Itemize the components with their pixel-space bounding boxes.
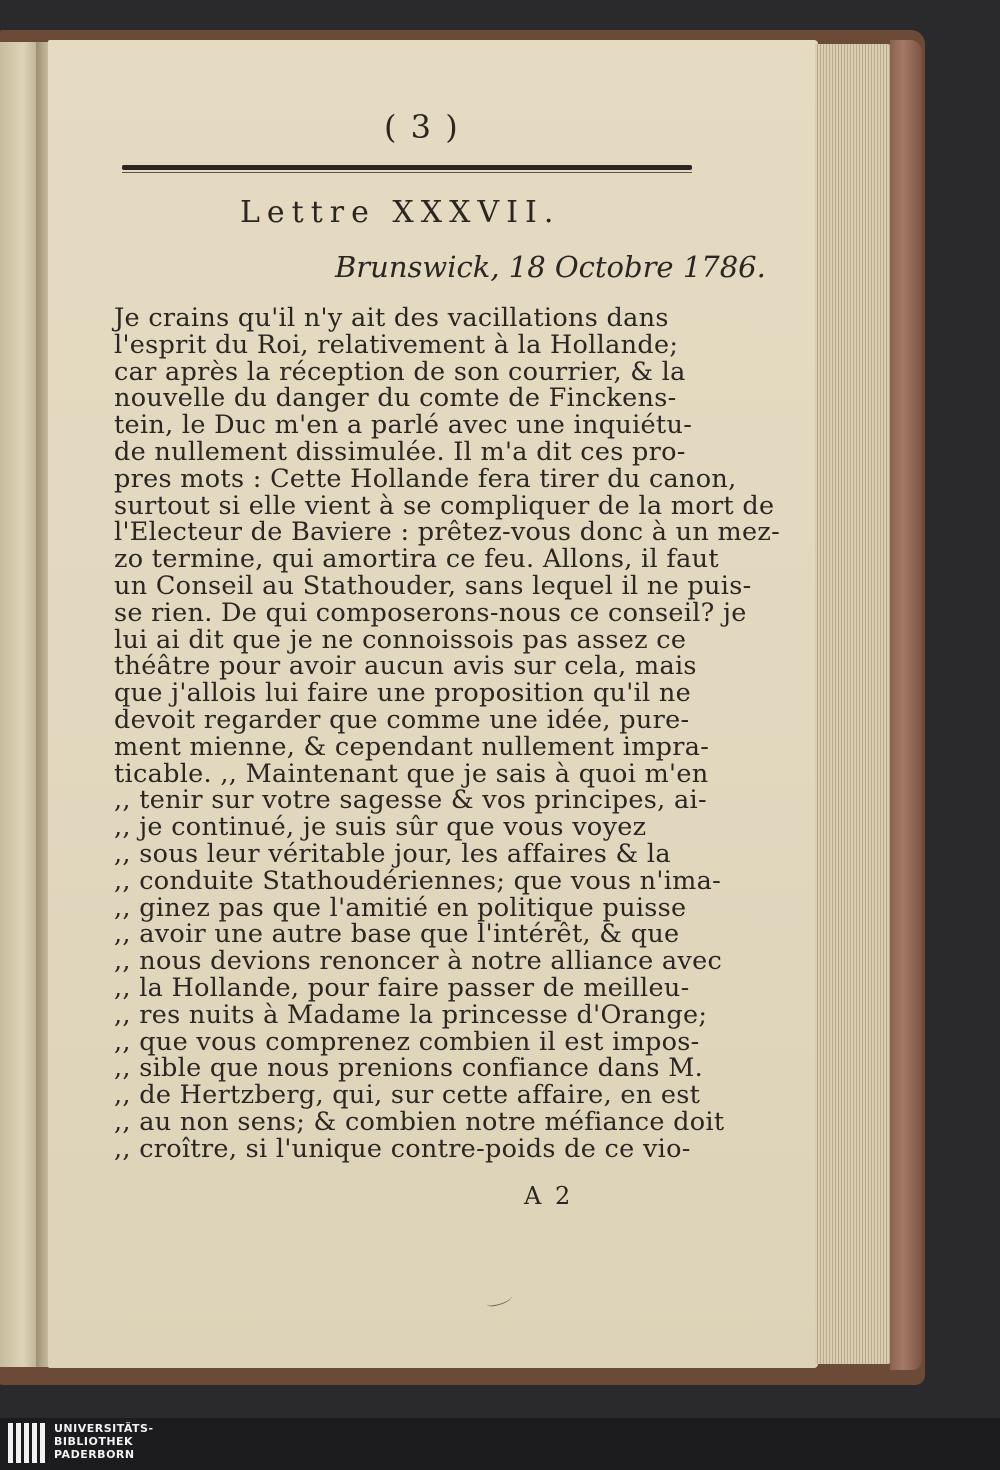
body-line: tein, le Duc m'en a parlé avec une inquiétu- <box>114 410 693 441</box>
dateline: Brunswick, 18 Octobre 1786. <box>335 250 766 284</box>
body-line: ,, sible que nous prenions confiance dans M. <box>114 1053 704 1084</box>
library-logo-text <box>54 1422 154 1461</box>
page-fore-edge <box>815 44 893 1364</box>
body-line: théâtre pour avoir aucun avis sur cela, mais <box>114 651 697 682</box>
header-rule <box>122 165 692 170</box>
logo-line-3: PADERBORN <box>54 1448 135 1461</box>
logo-line-2: BIBLIOTHEK <box>54 1435 134 1448</box>
body-line: que j'allois lui faire une proposition qu'il ne <box>114 678 691 709</box>
body-line: l'esprit du Roi, relativement à la Hollande; <box>114 329 679 360</box>
body-line: ment mienne, & cependant nullement impra- <box>114 731 710 762</box>
body-line: car après la réception de son courrier, & la <box>114 356 686 387</box>
body-line: ,, sous leur véritable jour, les affaires & la <box>114 839 671 869</box>
body-line: ,, croître, si l'unique contre-poids de ce vio- <box>114 1133 691 1164</box>
body-line: Je crains qu'il n'y ait des vacillations dans <box>114 303 669 333</box>
logo-line-1: UNIVERSITÄTS- <box>54 1422 154 1435</box>
body-line: se rien. De qui composerons-nous ce conseil? je <box>114 597 747 628</box>
body-line: ,, je continué, je suis sûr que vous voyez <box>114 812 647 843</box>
body-line: nouvelle du danger du comte de Finckens- <box>114 383 677 414</box>
body-line: l'Electeur de Baviere : prêtez-vous donc à un mez- <box>114 517 780 548</box>
body-line: surtout si elle vient à se compliquer de la mort de <box>114 490 775 521</box>
body-line: ticable. ,, Maintenant que je sais à quoi m'en <box>114 758 709 789</box>
body-line: un Conseil au Stathouder, sans lequel il ne puis- <box>114 571 752 601</box>
body-line: ,, ginez pas que l'amitié en politique puisse <box>114 892 687 923</box>
body-line: pres mots : Cette Hollande fera tirer du canon, <box>114 463 737 494</box>
body-line: ,, que vous comprenez combien il est impos- <box>114 1026 700 1057</box>
body-line: ,, res nuits à Madame la princesse d'Orange; <box>114 999 708 1030</box>
body-line: ,, la Hollande, pour faire passer de meilleu- <box>114 973 690 1003</box>
body-line: zo termine, qui amortira ce feu. Allons, il faut <box>114 544 719 575</box>
body-line: ,, tenir sur votre sagesse & vos principes, ai- <box>114 785 707 816</box>
body-line: ,, nous devions renoncer à notre alliance avec <box>114 946 723 977</box>
signature-mark: A 2 <box>524 1182 574 1210</box>
library-barcode-icon <box>8 1423 46 1463</box>
body-line: ,, avoir une autre base que l'intérêt, & que <box>114 919 680 950</box>
body-line: de nullement dissimulée. Il m'a dit ces pro- <box>114 437 686 467</box>
body-line: devoit regarder que comme une idée, pure- <box>114 705 690 735</box>
body-line: ,, au non sens; & combien notre méfiance doit <box>114 1107 725 1137</box>
body-line: lui ai dit que je ne connoissois pas assez ce <box>114 624 687 655</box>
page-number: ( 3 ) <box>384 108 460 146</box>
cover-edge <box>890 40 922 1370</box>
body-line: ,, conduite Stathoudériennes; que vous n'ima- <box>114 865 722 896</box>
letter-title: Lettre XXXVII. <box>240 195 561 230</box>
header-rule-thin <box>122 172 692 173</box>
body-line: ,, de Hertzberg, qui, sur cette affaire, en est <box>114 1080 701 1111</box>
